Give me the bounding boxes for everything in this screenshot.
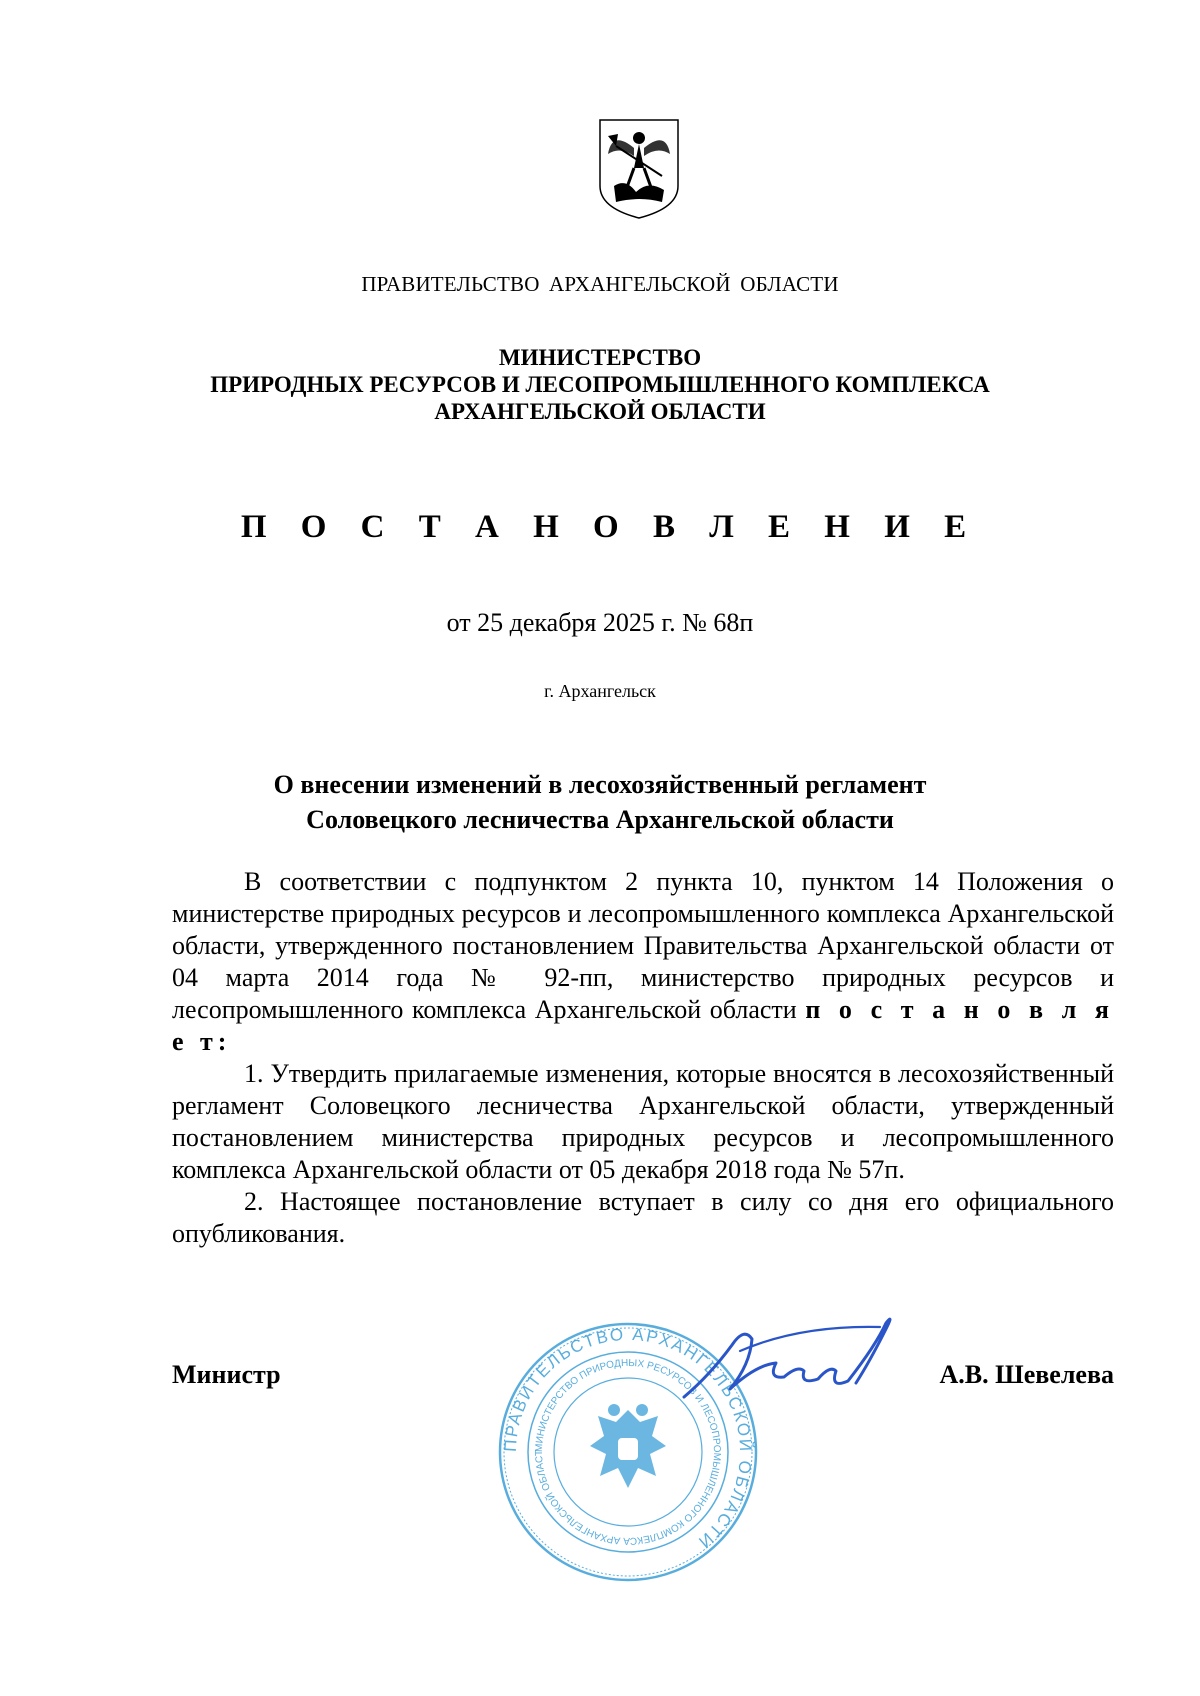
document-city: г. Архангельск [544,681,656,701]
document-subject [0,767,1200,837]
signer-title: Министр [172,1360,281,1389]
seal-outer-text: ПРАВИТЕЛЬСТВО АРХАНГЕЛЬСКОЙ ОБЛАСТИ [500,1324,756,1553]
ministry-line-2: ПРИРОДНЫХ РЕСУРСОВ И ЛЕСОПРОМЫШЛЕННОГО КОМПЛЕКСА [210,372,990,397]
ministry-line-1: МИНИСТЕРСТВО [498,345,702,370]
subject-line-2: Соловецкого лесничества Архангельской области [306,805,894,834]
item-1-paragraph: 1. Утвердить прилагаемые изменения, которые вносятся в лесохозяйственный регламент Соловецкого лесничества Архангельской области, утвержденный постановлением министерства природных ресурсов и лесопромышленного комплекса Архангельской области от 05 декабря 2018 года № 57п. [172,1059,1114,1184]
subject-line-1: О внесении изменений в лесохозяйственный регламент [273,770,927,799]
document-body [172,866,1114,1250]
resolves-word: п о с т а н о в л я е т: [172,995,1115,1056]
ministry-name [0,344,1200,425]
government-name: ПРАВИТЕЛЬСТВО АРХАНГЕЛЬСКОЙ ОБЛАСТИ [361,272,839,296]
seal-inner-text: МИНИСТЕРСТВО ПРИРОДНЫХ РЕСУРСОВ И ЛЕСОПРОМЫШЛЕННОГО КОМПЛЕКСА АРХАНГЕЛЬСКОЙ ОБЛАСТ [533,1357,723,1547]
coat-of-arms-emblem [596,116,682,220]
ministry-line-3: АРХАНГЕЛЬСКОЙ ОБЛАСТИ [434,399,766,424]
item-2-paragraph: 2. Настоящее постановление вступает в силу со дня его официального опубликования. [172,1187,1114,1248]
preamble-text: В соответствии с подпунктом 2 пункта 10, пунктом 14 Положения о министерстве природных ресурсов и лесопромышленного комплекса Архангельской области, утвержденного постановлением Правительства Архангельской области от 04 марта 2014 года № 92-пп, министерство природных ресурсов и лесопромышленного комплекса Архангельской области [172,867,1114,1024]
preamble-paragraph [172,866,1114,1058]
signer-name: А.В. Шевелева [939,1360,1114,1389]
document-type: П О С Т А Н О В Л Е Н И Е [240,509,980,545]
document-date-number: от 25 декабря 2025 г. № 68п [446,608,754,637]
handwritten-signature [680,1305,910,1415]
